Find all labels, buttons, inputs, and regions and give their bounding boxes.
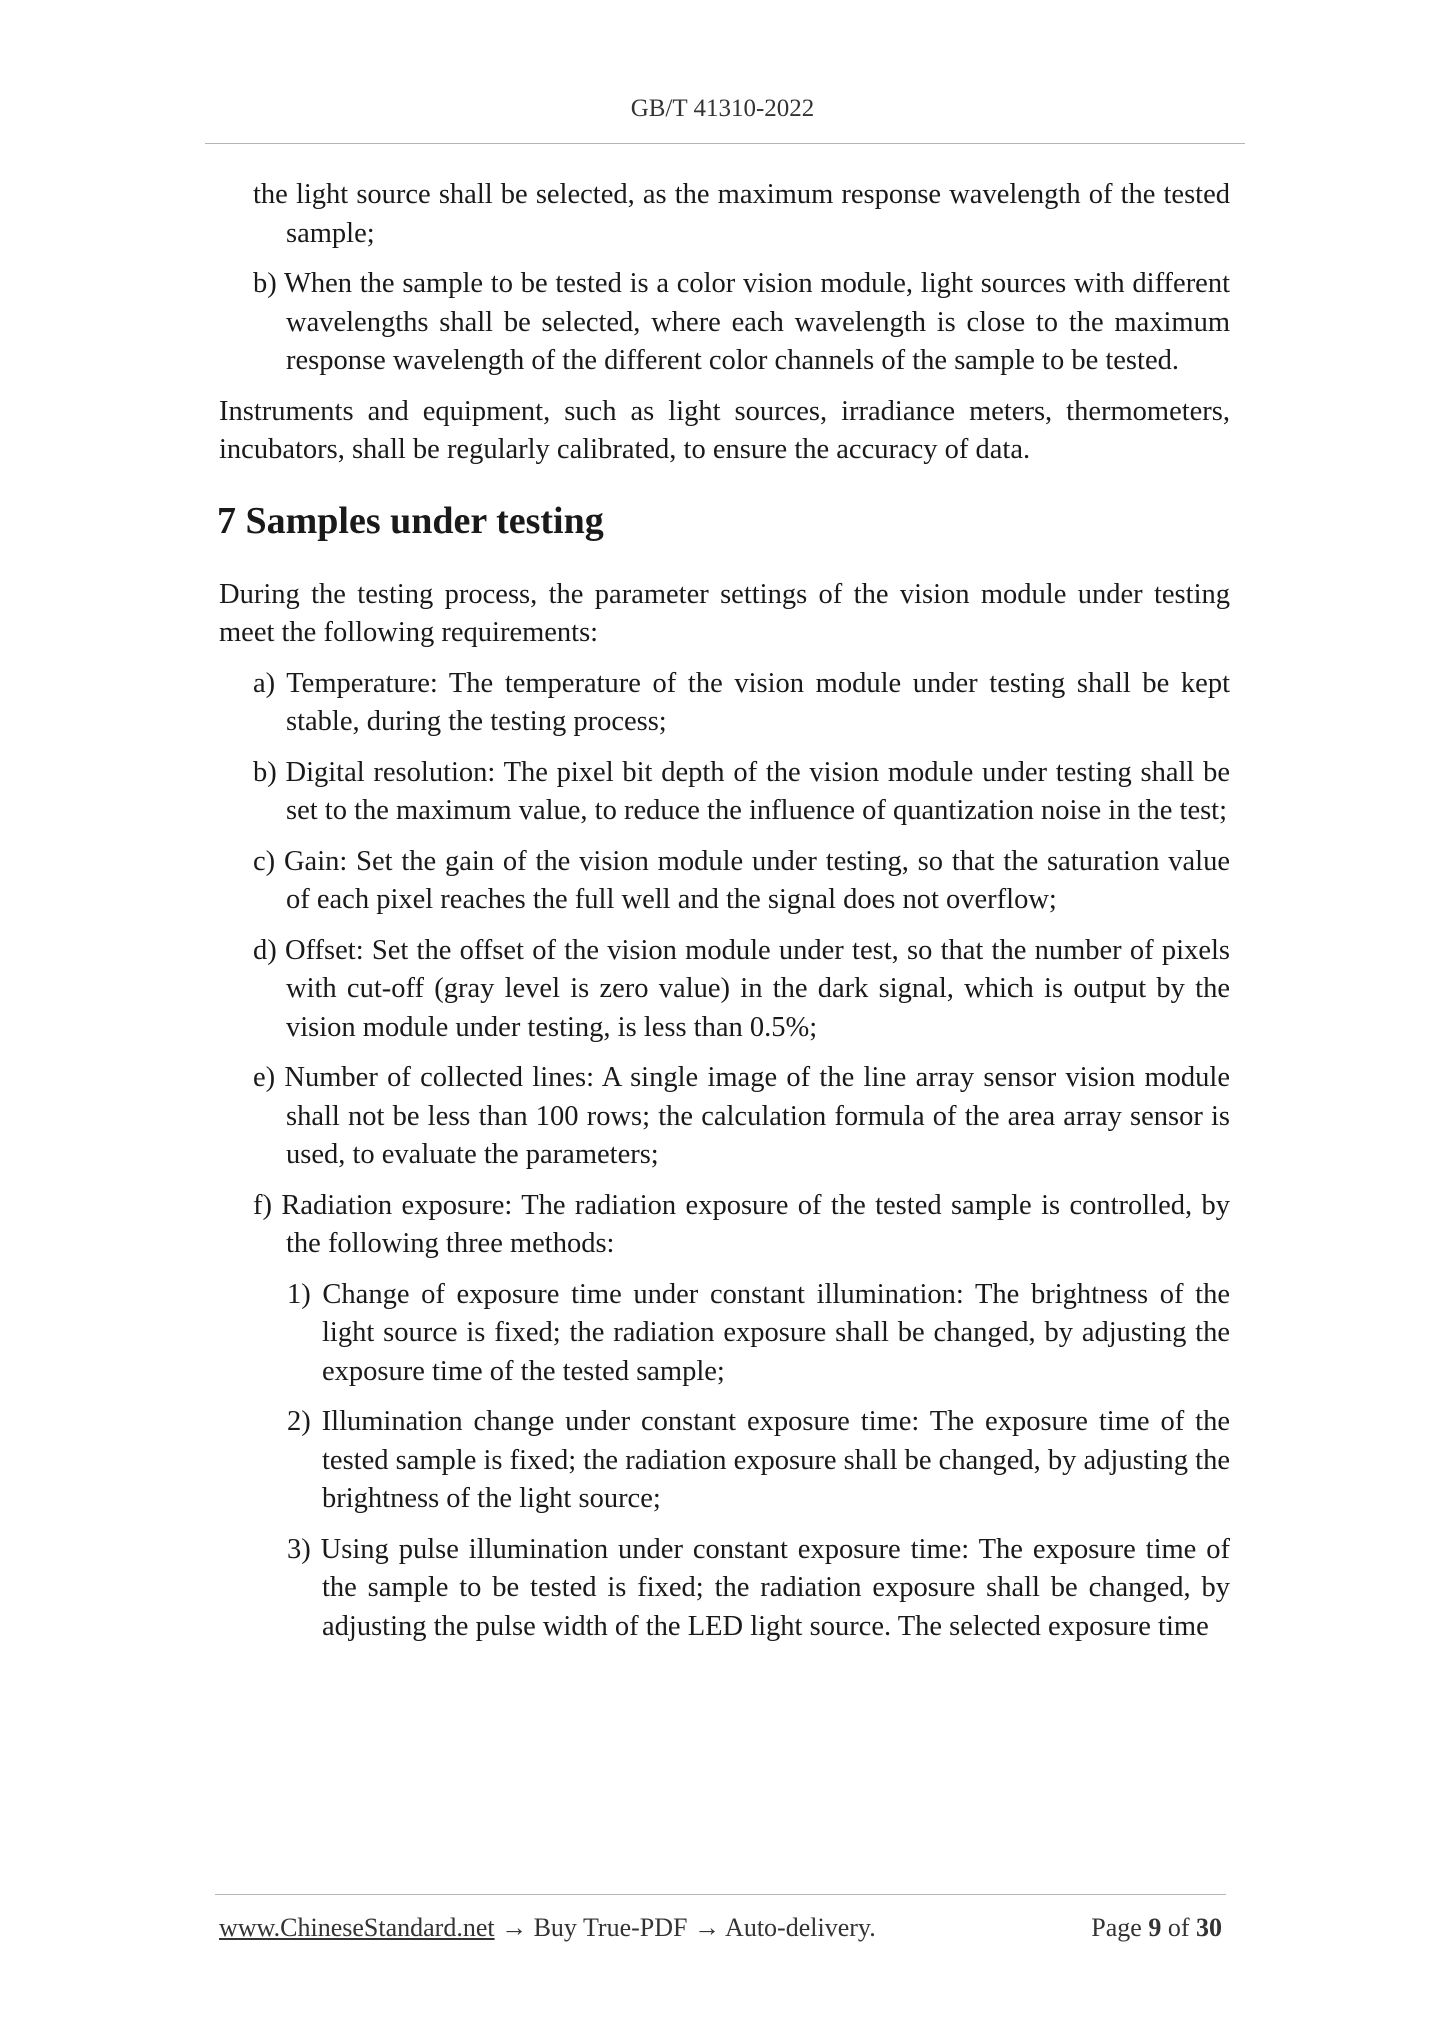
list-item-b-prev: b) When the sample to be tested is a color vision module, light sources with different wavelengths shall be selected, where each wavelength is close to the maximum response wavelength of the different color channels of the sample to be tested. — [253, 268, 1230, 376]
list-item-a: a) Temperature: The temperature of the vision module under testing shall be kept stable, during the testing process; — [253, 667, 1230, 737]
page-content — [219, 176, 1230, 1646]
list-item-b: b) Digital resolution: The pixel bit depth of the vision module under testing shall be set to the maximum value, to reduce the influence of quantization noise in the test; — [253, 756, 1230, 826]
list-item-d: d) Offset: Set the offset of the vision module under test, so that the number of pixels with cut-off (gray level is zero value) in the dark signal, which is output by the vision module under testing, is less than 0.5%; — [253, 934, 1230, 1043]
page-label: Page — [1091, 1913, 1149, 1942]
continued-paragraph: the light source shall be selected, as the maximum response wavelength of the tested sample; — [253, 179, 1230, 249]
footer-divider — [215, 1894, 1226, 1895]
page-number — [1091, 1913, 1222, 1943]
header-divider — [205, 143, 1245, 144]
total-pages: 30 — [1196, 1913, 1222, 1942]
sub-item-1: 1) Change of exposure time under constant illumination: The brightness of the light source is fixed; the radiation exposure shall be changed, by adjusting the exposure time of the tested sample; — [287, 1278, 1230, 1387]
sub-item-3: 3) Using pulse illumination under constant exposure time: The exposure time of the sample to be tested is fixed; the radiation exposure shall be changed, by adjusting the pulse width of the LED light source. The selected exposure time — [287, 1533, 1230, 1642]
section-intro: During the testing process, the parameter settings of the vision module under testing meet the following requirements: — [219, 578, 1230, 648]
footer-promo — [219, 1913, 876, 1943]
section-heading: 7 Samples under testing — [217, 499, 604, 542]
current-page: 9 — [1148, 1913, 1162, 1942]
sub-item-2: 2) Illumination change under constant exposure time: The exposure time of the tested sample is fixed; the radiation exposure shall be changed, by adjusting the brightness of the light source; — [287, 1406, 1230, 1514]
website-link[interactable]: www.ChineseStandard.net — [219, 1913, 495, 1942]
footer-tagline: → Buy True-PDF → Auto-delivery. — [494, 1913, 876, 1942]
calibration-paragraph: Instruments and equipment, such as light sources, irradiance meters, thermometers, incubators, shall be regularly calibrated, to ensure the accuracy of data. — [219, 395, 1230, 465]
of-label: of — [1161, 1913, 1196, 1942]
document-header: GB/T 41310-2022 — [630, 95, 815, 122]
list-item-e: e) Number of collected lines: A single image of the line array sensor vision module shall not be less than 100 rows; the calculation formula of the area array sensor is used, to evaluate the parameters; — [253, 1062, 1230, 1170]
list-item-f: f) Radiation exposure: The radiation exposure of the tested sample is controlled, by the following three methods: — [253, 1189, 1230, 1259]
list-item-c: c) Gain: Set the gain of the vision module under testing, so that the saturation value of each pixel reaches the full well and the signal does not overflow; — [253, 845, 1230, 915]
